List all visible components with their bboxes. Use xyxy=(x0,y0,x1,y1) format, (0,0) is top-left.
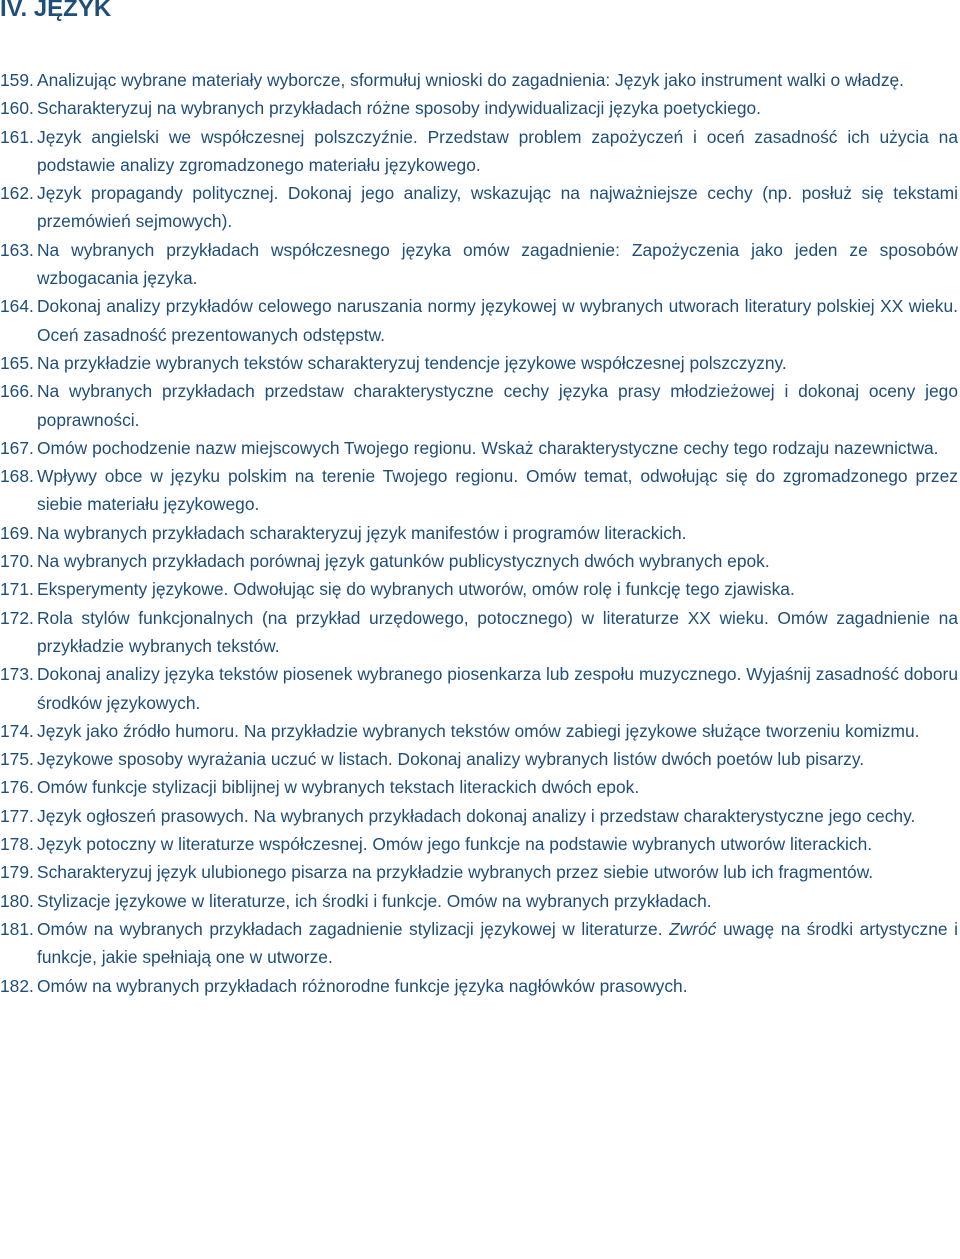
topic-item xyxy=(0,802,958,830)
topic-emphasis: Zwróć xyxy=(669,918,717,939)
topic-number: 175. xyxy=(0,749,34,770)
topic-number: 182. xyxy=(0,975,34,996)
topic-text: Na wybranych przykładach współczesnego języka omów zagadnienie: Zapożyczenia jako jeden ze sposobów wzbogacania języka. xyxy=(37,239,958,289)
topic-text: Dokonaj analizy przykładów celowego naruszania normy językowej w wybranych utworach literatury polskiej XX wieku. Oceń zasadność prezentowanych odstępstw. xyxy=(37,296,958,345)
topic-item xyxy=(0,236,958,293)
topic-item xyxy=(0,887,958,915)
topic-number: 161. xyxy=(0,126,34,147)
topic-item xyxy=(0,660,958,717)
topic-text: Na przykładzie wybranych tekstów scharakteryzuj tendencje językowe współczesnej polszczyzny. xyxy=(37,352,787,373)
section-heading: IV. JĘZYK xyxy=(0,0,112,22)
topic-number: 164. xyxy=(0,296,34,317)
topic-number: 163. xyxy=(0,239,34,260)
topic-text: Język propagandy politycznej. Dokonaj jego analizy, wskazując na najważniejsze cechy (np. posłuż się tekstami przemówień sejmowych). xyxy=(37,183,958,232)
topic-text: Dokonaj analizy języka tekstów piosenek wybranego piosenkarza lub zespołu muzycznego. Wyjaśnij zasadność doboru środków językowych. xyxy=(37,664,958,713)
topic-number: 166. xyxy=(0,381,34,402)
topic-number: 168. xyxy=(0,466,34,487)
topic-item xyxy=(0,830,958,858)
topic-number: 162. xyxy=(0,183,34,204)
topic-number: 165. xyxy=(0,352,34,373)
topic-text: Omów na wybranych przykładach zagadnienie stylizacji językowej w literaturze. xyxy=(37,918,663,939)
topic-item xyxy=(0,575,958,603)
topic-item xyxy=(0,519,958,547)
topic-text: Język ogłoszeń prasowych. Na wybranych przykładach dokonaj analizy i przedstaw charakterystyczne jego cechy. xyxy=(37,805,916,826)
topic-number: 178. xyxy=(0,834,34,855)
topic-text: Rola stylów funkcjonalnych (na przykład urzędowego, potocznego) w literaturze XX wieku. Omów zagadnienie na przykładzie wybranych tekstów. xyxy=(37,607,958,656)
topic-text: Stylizacje językowe w literaturze, ich środki i funkcje. Omów na wybranych przykładach. xyxy=(37,890,712,911)
topic-item xyxy=(0,292,958,349)
topic-text: Scharakteryzuj język ulubionego pisarza na przykładzie wybranych przez siebie utworów lub ich fragmentów. xyxy=(37,862,874,883)
topic-item xyxy=(0,773,958,801)
topic-text: Analizując wybrane materiały wyborcze, sformułuj wnioski do zagadnienia: Język jako instrument walki o władzę. xyxy=(37,70,905,90)
topic-text: Na wybranych przykładach porównaj język gatunków publicystycznych dwóch wybranych epok. xyxy=(37,551,770,572)
topic-number: 179. xyxy=(0,862,34,883)
topic-text: Język jako źródło humoru. Na przykładzie wybranych tekstów omów zabiegi językowe służące tworzeniu komizmu. xyxy=(37,720,920,741)
topic-item xyxy=(0,972,958,1000)
topic-number: 171. xyxy=(0,579,34,600)
topic-item xyxy=(0,123,958,180)
topic-item xyxy=(0,179,958,236)
topic-item xyxy=(0,858,958,886)
topic-text: Scharakteryzuj na wybranych przykładach różne sposoby indywidualizacji języka poetyckiego. xyxy=(37,98,762,119)
topic-text: Na wybranych przykładach przedstaw charakterystyczne cechy języka prasy młodzieżowej i dokonaj oceny jego poprawności. xyxy=(37,381,958,430)
topic-number: 172. xyxy=(0,607,34,628)
topic-item xyxy=(0,717,958,745)
topic-text: Język potoczny w literaturze współczesnej. Omów jego funkcje na podstawie wybranych utworów literackich. xyxy=(37,834,873,855)
topic-text: Omów pochodzenie nazw miejscowych Twojego regionu. Wskaż charakterystyczne cechy tego rodzaju nazewnictwa. xyxy=(37,437,939,458)
topic-item xyxy=(0,349,958,377)
topic-number: 159. xyxy=(0,70,34,90)
topic-item xyxy=(0,434,958,462)
topic-item xyxy=(0,915,958,972)
topic-text: Językowe sposoby wyrażania uczuć w listach. Dokonaj analizy wybranych listów dwóch poetów lub pisarzy. xyxy=(37,749,865,770)
topic-item xyxy=(0,377,958,434)
topic-item xyxy=(0,462,958,519)
topic-text: Wpływy obce w języku polskim na terenie Twojego regionu. Omów temat, odwołując się do zgromadzonego przez siebie materiału językowego. xyxy=(37,466,958,515)
topic-number: 167. xyxy=(0,437,34,458)
topic-item xyxy=(0,604,958,661)
topic-text: Omów funkcje stylizacji biblijnej w wybranych tekstach literackich dwóch epok. xyxy=(37,777,640,798)
topic-item xyxy=(0,547,958,575)
topic-number: 177. xyxy=(0,805,34,826)
topic-text-continued: uwagę na środki artystyczne i funkcje, jakie spełniają one w utworze. xyxy=(37,918,958,968)
topic-text: Na wybranych przykładach scharakteryzuj język manifestów i programów literackich. xyxy=(37,522,687,543)
topic-text: Omów na wybranych przykładach różnorodne funkcje języka nagłówków prasowych. xyxy=(37,975,688,996)
topic-number: 170. xyxy=(0,551,34,572)
topic-item xyxy=(0,66,958,94)
topic-list xyxy=(0,66,958,1000)
topic-number: 174. xyxy=(0,720,34,741)
topic-number: 180. xyxy=(0,890,34,911)
topic-number: 169. xyxy=(0,522,34,543)
topic-text: Język angielski we współczesnej polszczyźnie. Przedstaw problem zapożyczeń i oceń zasadność ich użycia na podstawie analizy zgromadzonego materiału językowego. xyxy=(37,126,958,175)
topic-number: 181. xyxy=(0,918,34,939)
topic-number: 176. xyxy=(0,777,34,798)
topic-number: 173. xyxy=(0,664,34,685)
topic-number: 160. xyxy=(0,98,34,119)
topic-item xyxy=(0,94,958,122)
topic-text: Eksperymenty językowe. Odwołując się do wybranych utworów, omów rolę i funkcję tego zjawiska. xyxy=(37,579,795,600)
topic-item xyxy=(0,745,958,773)
